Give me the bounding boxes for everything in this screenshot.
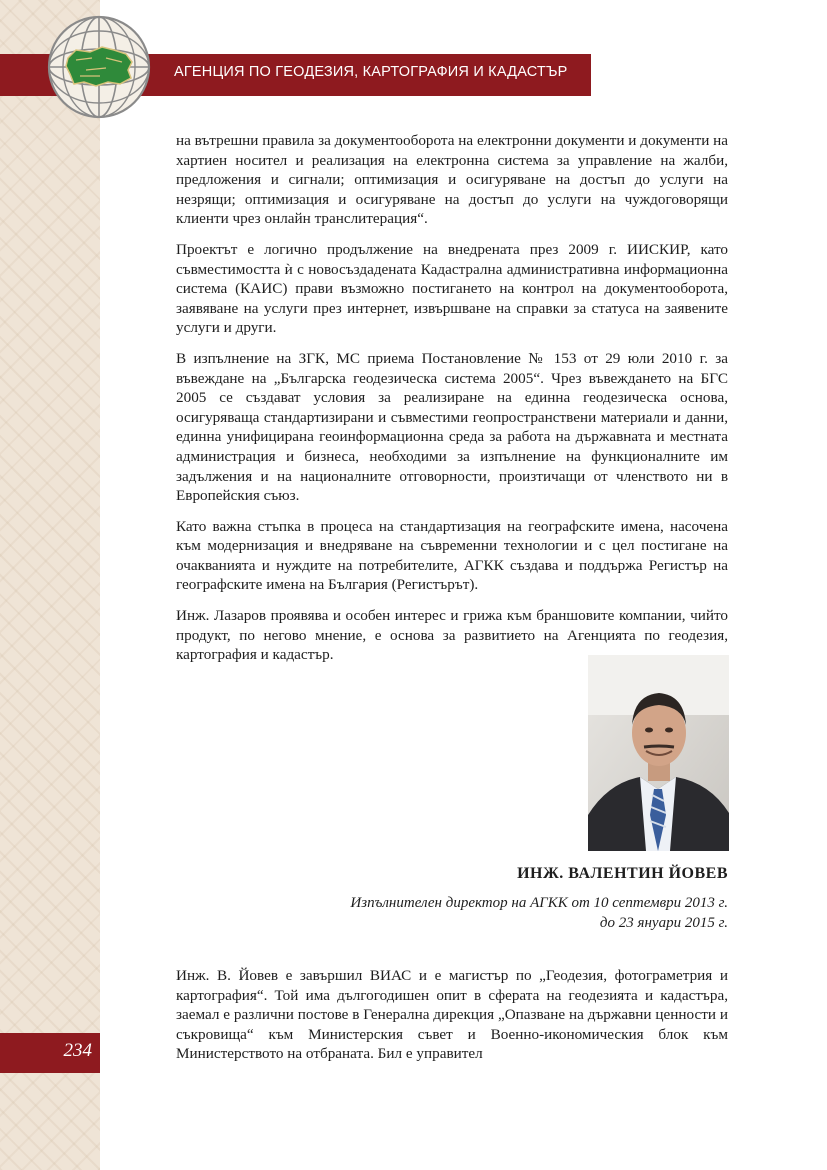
role-line: Изпълнителен директор на АГКК от 10 септември 2013 г. — [350, 895, 728, 911]
page-number: 234 — [63, 1040, 92, 1061]
role-line: до 23 януари 2015 г. — [599, 915, 728, 931]
portrait-photo — [588, 655, 729, 851]
paragraph: Инж. Лазаров проявява и особен интерес и грижа към браншовите компании, чийто продукт, по негово мнение, е основа за развитието на Агенцията по геодезия, картография и кадастър. — [176, 607, 728, 664]
decorative-side-band — [0, 0, 100, 1170]
page-header-title: АГЕНЦИЯ ПО ГЕОДЕЗИЯ, КАРТОГРАФИЯ И КАДАСТЪР — [174, 64, 568, 80]
paragraph: Инж. В. Йовев е завършил ВИАС и е магистър по „Геодезия, фотограметрия и картография“. Той има дългогодишен опит в сферата на геодезията и кадастъра, заемал е различни постове в Генерална дирекция „Опазване на държавни ценности и съкровища“ към Министерския съвет и Военно-икономическия блок към Министерството на отбраната. Бил е управител — [176, 967, 728, 1063]
article-body — [176, 131, 728, 676]
person-role — [260, 893, 728, 933]
person-name: ИНЖ. ВАЛЕНТИН ЙОВЕВ — [517, 865, 728, 882]
paragraph: на вътрешни правила за документооборота на електронни документи и документи на хартиен носител и реализация на електронна система за управление на жалби, предложения и сигнали; оптимизация и осигуряване на достъп до услуги на незрящи; оптимизация и осигуряване на достъп до услуги на чуждоговорящи клиенти чрез онлайн транслитерация“. — [176, 132, 729, 228]
paragraph: Като важна стъпка в процеса на стандартизация на географските имена, насочена към модернизация и внедряване на съвременни технологии и с цел постигане на очакванията и нуждите на потребителите, АГКК създава и поддържа Регистър на географските имена на България (Регистърът). — [176, 517, 728, 594]
paragraph: Проектът е логично продължение на внедрената през 2009 г. ИИСКИР, като съвместимостта ѝ с новосъздадената Кадастрална административна информационна система (КАИС) прави възможно постигането на контрол на документооборота, заявяване на услуги през интернет, извършване на справки за статуса на заявените услуги и други. — [176, 240, 728, 337]
paragraph: В изпълнение на ЗГК, МС приема Постановление № 153 от 29 юли 2010 г. за въвеждане на „Българска геодезическа система 2005“. Чрез въвеждането на БГС 2005 се създават условия за реализиране на единна геодезическа основа, осигуряваща стандартизирани и съвместими геопространствени материали и данни, единна унифицирана геоинформационна среда за работа на държавната и местната администрация и бизнеса, необходими за изпълнение на функционалните им задължения и на националните отговорности, произтичащи от членството ни в Европейския съюз. — [176, 349, 728, 505]
biography — [176, 966, 728, 1064]
globe-bulgaria-map-icon — [46, 14, 152, 120]
